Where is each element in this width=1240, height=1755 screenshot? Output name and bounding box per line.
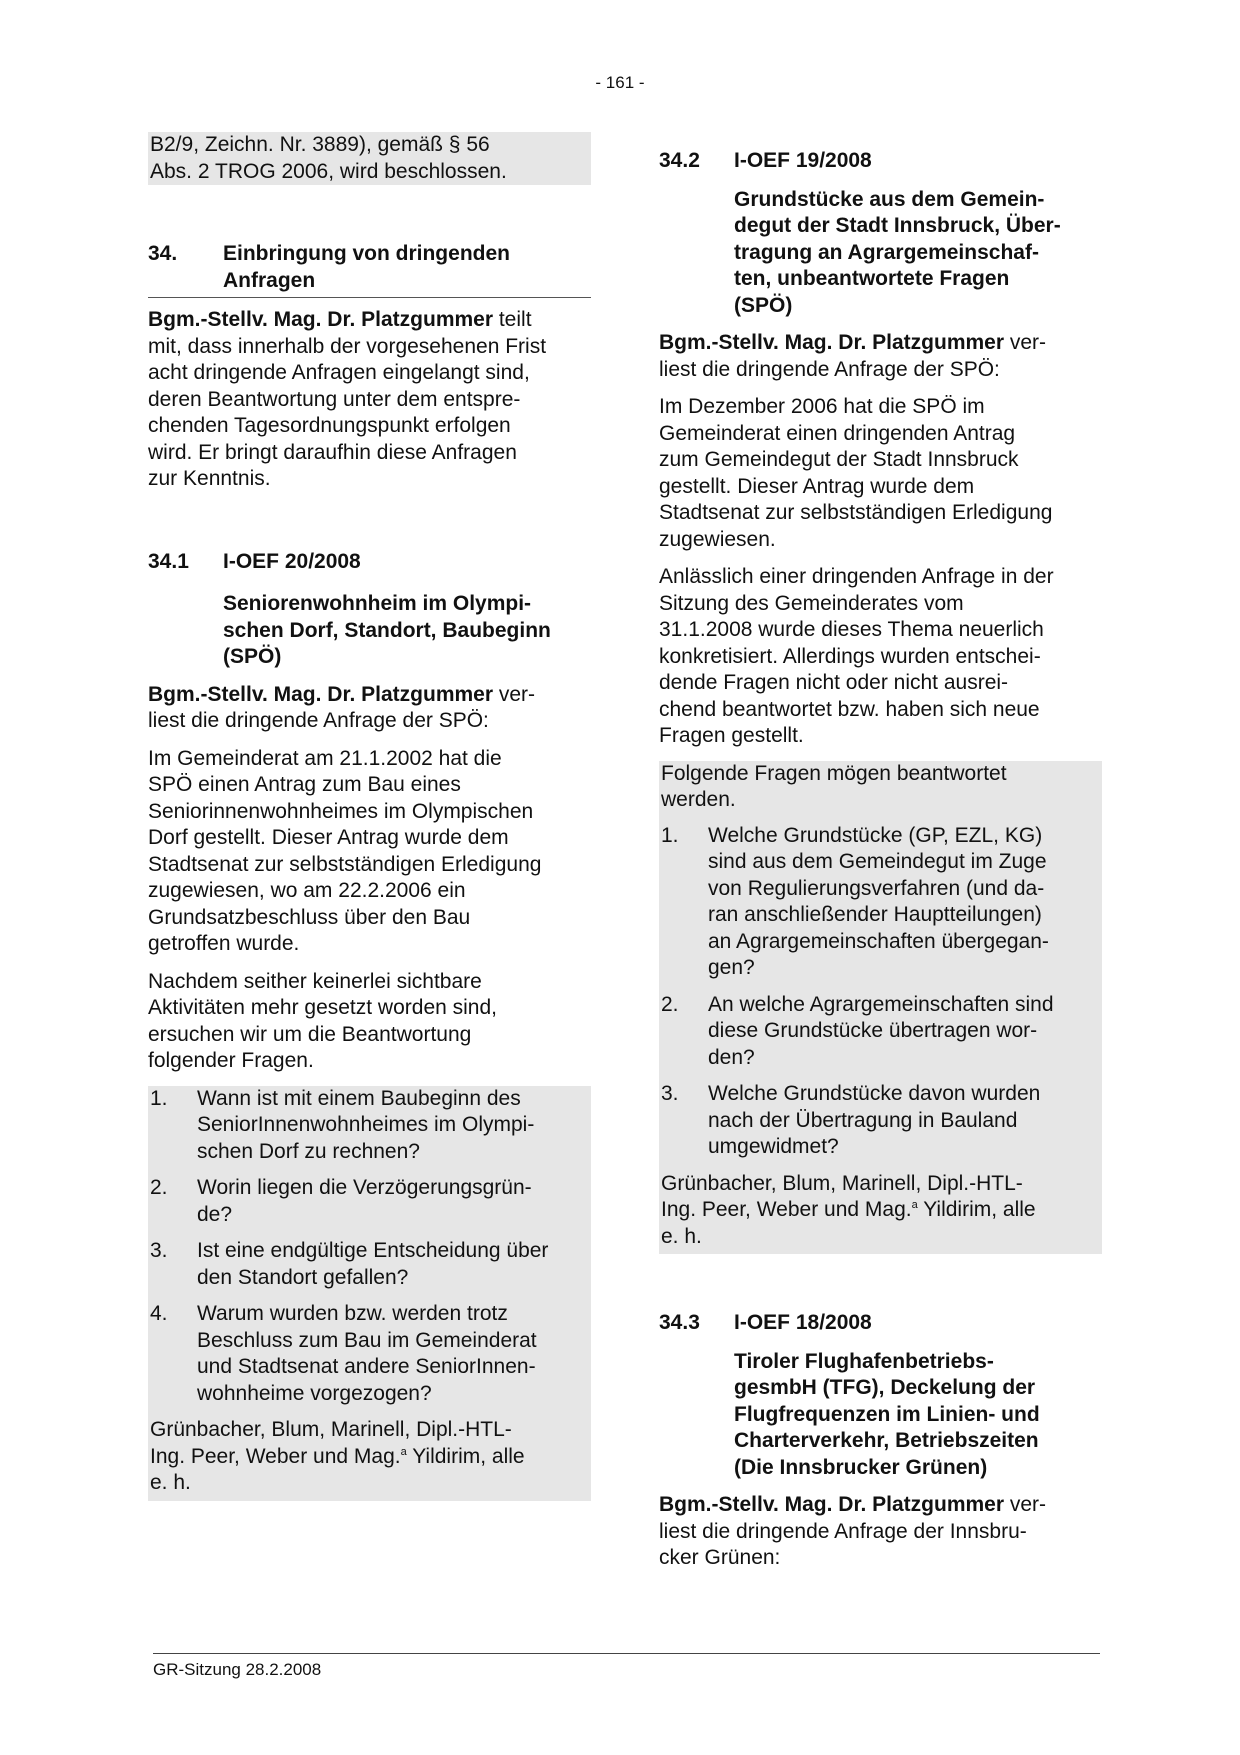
text-line: 31.1.2008 wurde dieses Thema neuerlich xyxy=(659,618,1044,641)
list-number: 1. xyxy=(150,1086,168,1110)
text-line: Flugfrequenzen im Linien- und xyxy=(734,1402,1040,1426)
text-line: cker Grünen: xyxy=(659,1546,781,1569)
list-number: 1. xyxy=(661,823,679,847)
list-number: 2. xyxy=(661,992,679,1016)
text-line: nach der Übertragung in Bauland xyxy=(708,1108,1018,1132)
text-line: folgender Fragen. xyxy=(148,1049,314,1072)
text-line: ersuchen wir um die Beantwortung xyxy=(148,1022,472,1046)
text-line: (SPÖ) xyxy=(734,293,793,317)
text-line: acht dringende Anfragen eingelangt sind, xyxy=(148,361,530,384)
text-line: getroffen wurde. xyxy=(148,932,300,955)
section-34-2-heading xyxy=(659,148,1102,175)
speaker-intro xyxy=(659,1492,1102,1572)
text-line: Welche Grundstücke (GP, EZL, KG) xyxy=(708,823,1043,847)
text-line: chenden Tagesordnungspunkt erfolgen xyxy=(148,414,511,437)
section-34-body xyxy=(148,307,591,493)
list-item xyxy=(150,1175,589,1228)
resolution-text xyxy=(148,132,591,185)
text-line: dende Fragen nicht oder nicht ausrei- xyxy=(659,671,1009,694)
text-line: Folgende Fragen mögen beantwortet xyxy=(661,761,1007,785)
text-line: Wann ist mit einem Baubeginn des xyxy=(197,1086,521,1110)
text-line: Dorf gestellt. Dieser Antrag wurde dem xyxy=(148,826,509,849)
question-list xyxy=(150,1086,589,1408)
left-column xyxy=(148,132,591,1501)
paragraph xyxy=(148,746,591,958)
section-34-3-subtitle xyxy=(734,1349,1102,1482)
list-text xyxy=(197,1238,589,1291)
list-item xyxy=(661,823,1100,982)
text-line: liest die dringende Anfrage der Innsbru- xyxy=(659,1519,1027,1543)
text-line: Fragen gestellt. xyxy=(659,724,804,747)
text-line: gestellt. Dieser Antrag wurde dem xyxy=(659,474,975,498)
text-line: Welche Grundstücke davon wurden xyxy=(708,1082,1041,1105)
text-line: Anfragen xyxy=(223,268,316,292)
text-line: de? xyxy=(197,1202,233,1226)
list-text xyxy=(708,992,1100,1072)
text-line: Charterverkehr, Betriebszeiten xyxy=(734,1429,1039,1452)
paragraph xyxy=(659,394,1102,553)
text-line: Seniorinnenwohnheimes im Olympischen xyxy=(148,799,534,823)
list-text xyxy=(708,823,1100,982)
section-34-heading xyxy=(148,241,591,298)
list-item xyxy=(150,1238,589,1291)
text-line: Stadtsenat zur selbstständigen Erledigung xyxy=(148,852,542,876)
text-line: Grünbacher, Blum, Marinell, Dipl.-HTL- xyxy=(661,1171,1023,1195)
text-line: ran anschließender Hauptteilungen) xyxy=(708,903,1042,926)
text-line: zur Kenntnis. xyxy=(148,467,271,490)
text-line: degut der Stadt Innsbruck, Über- xyxy=(734,214,1061,237)
paragraph xyxy=(661,761,1100,814)
text-line: Anlässlich einer dringenden Anfrage in der xyxy=(659,565,1054,588)
text-run: ver- xyxy=(1004,331,1047,354)
list-number: 3. xyxy=(661,1082,679,1105)
text-line: zugewiesen, wo am 22.2.2006 ein xyxy=(148,879,466,902)
text-run: ver- xyxy=(493,682,536,706)
text-run: Ing. Peer, Weber und Mag. xyxy=(661,1198,912,1221)
page-footer: GR-Sitzung 28.2.2008 xyxy=(153,1653,1100,1680)
text-line: und Stadtsenat andere SeniorInnen- xyxy=(197,1355,536,1378)
text-line: liest die dringende Anfrage der SPÖ: xyxy=(148,709,489,732)
speaker-name: Bgm.-Stellv. Mag. Dr. Platzgummer xyxy=(148,682,494,706)
text-line: chend beantwortet bzw. haben sich neue xyxy=(659,697,1040,721)
text-line: von Regulierungsverfahren (und da- xyxy=(708,876,1045,900)
section-title xyxy=(223,241,591,294)
list-text xyxy=(197,1175,589,1228)
text-line: B2/9, Zeichn. Nr. 3889), gemäß § 56 xyxy=(150,133,490,156)
text-line: deren Beantwortung unter dem entspre- xyxy=(148,387,521,411)
text-line: Ist eine endgültige Entscheidung über xyxy=(197,1239,549,1262)
text-line: gen? xyxy=(708,956,755,979)
text-line: Nachdem seither keinerlei sichtbare xyxy=(148,969,482,993)
text-run: teilt xyxy=(493,308,532,331)
list-item xyxy=(150,1301,589,1407)
text-line: wird. Er bringt daraufhin diese Anfragen xyxy=(148,440,517,464)
list-number: 4. xyxy=(150,1302,168,1325)
text-line: e. h. xyxy=(150,1471,191,1494)
text-run: Yildirim, alle xyxy=(917,1198,1036,1221)
list-number: 2. xyxy=(150,1176,168,1199)
section-code: I-OEF 20/2008 xyxy=(223,549,361,573)
speaker-intro xyxy=(659,330,1102,383)
text-line: An welche Agrargemeinschaften sind xyxy=(708,992,1054,1016)
text-line: ten, unbeantwortete Fragen xyxy=(734,267,1010,290)
text-line: schen Dorf, Standort, Baubeginn xyxy=(223,618,551,642)
text-line: Grundstücke aus dem Gemein- xyxy=(734,187,1045,211)
text-line: liest die dringende Anfrage der SPÖ: xyxy=(659,357,1000,381)
text-line: Warum wurden bzw. werden trotz xyxy=(197,1302,508,1325)
list-number: 3. xyxy=(150,1239,168,1262)
text-line: gesmbH (TFG), Deckelung der xyxy=(734,1376,1036,1399)
text-line: sind aus dem Gemeindegut im Zuge xyxy=(708,850,1047,873)
questions-block xyxy=(659,761,1102,1255)
text-line: wohnheime vorgezogen? xyxy=(197,1381,432,1405)
text-line: Aktivitäten mehr gesetzt worden sind, xyxy=(148,996,498,1019)
text-line: Seniorenwohnheim im Olympi- xyxy=(223,592,532,615)
list-text xyxy=(197,1301,589,1407)
speaker-name: Bgm.-Stellv. Mag. Dr. Platzgummer xyxy=(148,308,494,331)
speaker-name: Bgm.-Stellv. Mag. Dr. Platzgummer xyxy=(659,331,1005,354)
text-line: Grundsatzbeschluss über den Bau xyxy=(148,905,471,929)
section-number: 34.1 xyxy=(148,549,189,573)
text-line: diese Grundstücke übertragen wor- xyxy=(708,1019,1038,1042)
list-item xyxy=(661,1081,1100,1161)
speaker-name: Bgm.-Stellv. Mag. Dr. Platzgummer xyxy=(659,1493,1005,1516)
paragraph xyxy=(148,969,591,1075)
section-34-1-heading xyxy=(148,549,591,576)
section-34-3-heading xyxy=(659,1310,1102,1337)
text-line: (SPÖ) xyxy=(223,645,282,668)
text-line: Einbringung von dringenden xyxy=(223,242,510,265)
text-line: den Standort gefallen? xyxy=(197,1265,409,1289)
text-line: Im Gemeinderat am 21.1.2002 hat die xyxy=(148,746,502,770)
paragraph xyxy=(659,564,1102,750)
speaker-intro xyxy=(148,682,591,735)
text-line: tragung an Agrargemeinschaf- xyxy=(734,240,1039,264)
section-number: 34. xyxy=(148,242,178,265)
text-line: SPÖ einen Antrag zum Bau eines xyxy=(148,773,461,796)
text-run: Ing. Peer, Weber und Mag. xyxy=(150,1444,401,1468)
list-item xyxy=(150,1086,589,1166)
text-line: Grünbacher, Blum, Marinell, Dipl.-HTL- xyxy=(150,1418,512,1441)
text-line: zum Gemeindegut der Stadt Innsbruck xyxy=(659,448,1019,471)
text-line: Im Dezember 2006 hat die SPÖ im xyxy=(659,395,985,418)
section-code: I-OEF 18/2008 xyxy=(734,1311,872,1334)
section-34-1-subtitle xyxy=(223,591,591,671)
text-line: SeniorInnenwohnheimes im Olympi- xyxy=(197,1113,535,1136)
questions-block xyxy=(148,1086,591,1501)
signers xyxy=(150,1417,589,1501)
superscript: a xyxy=(911,1199,918,1211)
text-line: Stadtsenat zur selbstständigen Erledigung xyxy=(659,501,1053,524)
text-line: Abs. 2 TROG 2006, wird beschlossen. xyxy=(150,159,507,183)
text-line: (Die Innsbrucker Grünen) xyxy=(734,1455,988,1479)
right-column xyxy=(659,148,1102,1583)
section-code: I-OEF 19/2008 xyxy=(734,149,872,172)
section-number: 34.2 xyxy=(659,149,700,172)
text-line: zugewiesen. xyxy=(659,527,776,551)
text-line: schen Dorf zu rechnen? xyxy=(197,1139,420,1163)
text-line: den? xyxy=(708,1045,755,1069)
text-run: Yildirim, alle xyxy=(406,1444,525,1468)
list-text xyxy=(708,1081,1100,1161)
text-run: ver- xyxy=(1004,1493,1047,1516)
list-item xyxy=(661,992,1100,1072)
text-line: an Agrargemeinschaften übergegan- xyxy=(708,929,1049,953)
text-line: mit, dass innerhalb der vorgesehenen Frist xyxy=(148,334,547,358)
text-line: werden. xyxy=(661,788,736,811)
text-line: umgewidmet? xyxy=(708,1135,839,1158)
text-line: Sitzung des Gemeinderates vom xyxy=(659,591,964,615)
page-number: - 161 - xyxy=(595,73,645,92)
section-34-2-subtitle xyxy=(734,187,1102,320)
text-line: Worin liegen die Verzögerungsgrün- xyxy=(197,1176,532,1199)
text-line: Tiroler Flughafenbetriebs- xyxy=(734,1349,994,1373)
list-text xyxy=(197,1086,589,1166)
text-line: konkretisiert. Allerdings wurden entschei- xyxy=(659,644,1041,668)
text-line: Beschluss zum Bau im Gemeinderat xyxy=(197,1328,537,1352)
signers xyxy=(661,1171,1100,1255)
superscript: a xyxy=(400,1445,407,1458)
text-line: e. h. xyxy=(661,1224,702,1248)
question-list xyxy=(661,823,1100,1161)
section-number: 34.3 xyxy=(659,1311,700,1334)
text-line: Gemeinderat einen dringenden Antrag xyxy=(659,421,1016,445)
